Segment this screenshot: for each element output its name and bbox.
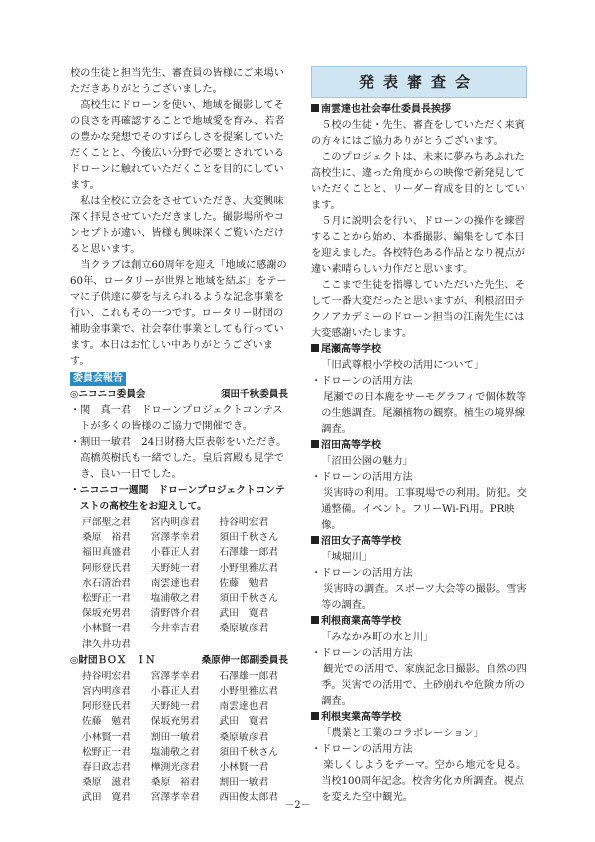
school-section [311, 710, 527, 806]
presentation-review-banner: 発表審査会 [311, 66, 527, 98]
niconico-member: 小野里雅広君 [219, 562, 279, 574]
school-name: 尾瀬高等学校 [311, 342, 527, 358]
school-usage: 観光での活用で、家族記念日撮影。自然の四季。災害での活用で、土砂崩れや危険カ所の調査。 [321, 664, 527, 707]
school-section [311, 614, 527, 710]
box-member: 石澤雄一郎君 [219, 670, 279, 682]
school-section [311, 438, 527, 534]
box-member: 佐藤 勉君 [82, 716, 131, 728]
school-name: 沼田高等学校 [311, 438, 527, 454]
box-member: 春日政志君 [82, 762, 131, 774]
school-usage: 災害時の利用。工事現場での利用。防犯。交通整備。イベント。フリーWi-Fi用。PR映像。 [321, 488, 527, 531]
intro-paragraph-1: 校の生徒と担当先生、審査員の皆様にご来場いただきありがとうございました。 [70, 68, 284, 95]
niconico-member: 津久井功君 [82, 638, 131, 650]
niconico-member: 桑原 裕君 [82, 532, 131, 544]
box-member: 武田 寛君 [82, 792, 131, 804]
square-bullet-icon [311, 616, 319, 624]
greeting-paragraph-3: ５月に説明会を行い、ドローンの操作を練習することから始め、本番撮影、編集をして本日を迎えました。各校特色ある作品となり視点が違い素晴らしい力作だと思います。 [311, 216, 525, 275]
school-name: 沼田女子高等学校 [311, 534, 527, 550]
school-section [311, 534, 527, 614]
niconico-member: 塩浦敬之君 [150, 593, 200, 605]
committee-report-label: 委員会報告 [70, 372, 126, 386]
niconico-item-1: ・関 真一君 ドローンプロジェクトコンテストが多くの皆様のご協力で開催でき。 [70, 405, 283, 432]
box-member: 阿形登氏君 [82, 701, 131, 713]
school-usage: 尾瀬での日本鹿をサーモグラフィで個体数等の生態調査。尾瀬植物の観察。植生の境界線調査。 [321, 392, 527, 435]
greeting-heading: 南雲達也社会奉仕委員長挨拶 [311, 102, 527, 118]
box-member: 宮澤孝幸君 [150, 792, 200, 804]
box-member: 樺渕光彦君 [150, 762, 200, 774]
greeting-paragraph-2: このプロジェクトは、未来に夢みちあふれた高校生に、違った角度からの映像で新発見していただくことと、リーダー育成を目的としています。 [311, 152, 525, 211]
niconico-member: 福田真盛君 [82, 547, 131, 559]
school-usage: 災害時の調査。スポーツ大会等の撮影。雪害等の調査。 [321, 584, 527, 611]
greeting-paragraph-4: ここまで生徒を指導していただいた先生、そして一番大変だったと思いますが、利根沼田テクノアカデミーのドローン担当の江南先生には大変感謝いたします。 [311, 280, 525, 339]
niconico-member: 持谷明宏君 [219, 517, 269, 528]
box-chair: 桑原伸一郎副委員長 [201, 654, 288, 666]
intro-paragraph-3: 私は全校に立会をさせていただき、大変興味深く拝見させていただきました。撮影場所やコンセプトが違い、皆様も興味深くご覧いただけると思います。 [70, 196, 284, 255]
drone-usage-label: ・ドローンの活用方法 [311, 568, 413, 579]
niconico-heading [70, 387, 288, 403]
box-member: 桑原敏彦君 [219, 731, 269, 743]
square-bullet-icon [311, 712, 319, 720]
box-member: 南雲達也君 [219, 701, 269, 713]
niconico-member-list [70, 515, 288, 652]
niconico-member: 小暮正人君 [150, 547, 200, 559]
box-member: 割田一敏君 [219, 777, 269, 789]
niconico-member: 清野啓介君 [150, 608, 200, 620]
niconico-member: 松野正一君 [82, 593, 131, 605]
box-member: 宮澤孝幸君 [150, 670, 200, 682]
school-list [311, 342, 527, 806]
square-bullet-icon [311, 344, 319, 352]
page-number: －2－ [284, 800, 311, 811]
box-member: 保坂充男君 [150, 716, 200, 728]
box-member: 宮内明彦君 [82, 686, 131, 698]
box-member-list [70, 669, 288, 806]
niconico-item-2: ・割田一敏君 24日財務大臣表彰をいただき。高橋英樹氏も一緒でした。皇后宮殿も見学でき、良い一日でした。 [70, 437, 287, 480]
niconico-member: 天野純一君 [150, 562, 200, 574]
niconico-member: 佐藤 勉君 [219, 577, 269, 589]
niconico-member: 戸部聖之君 [82, 517, 131, 528]
niconico-week-title: ・ニコニコ一週間 ドローンプロジェクトコンテストの高校生をお迎えして。 [70, 485, 285, 512]
square-bullet-icon [311, 440, 319, 448]
box-member: 小林賢一君 [219, 762, 269, 774]
box-member: 松野正一君 [82, 746, 131, 758]
niconico-member: 阿形登氏君 [82, 562, 131, 574]
niconico-member: 宮澤孝幸君 [150, 532, 200, 544]
intro-paragraph-2: 高校生にドローンを使い、地域を撮影してその良さを再確認することで地域愛を育み、若者の豊かな発想でそのすばらしさを提案していただくことと、今後広い分野で必要とされているドローンに触れていただくことを目的にしています。 [70, 100, 285, 191]
niconico-member: 石澤雄一郎君 [219, 547, 279, 559]
box-member: 西田俊太郎君 [219, 792, 279, 804]
school-theme: 「旧武尊根小学校の活用について」 [321, 360, 484, 371]
square-bullet-icon [311, 104, 319, 112]
box-member: 天野純一君 [150, 701, 200, 713]
school-name: 利根実業高等学校 [311, 710, 527, 726]
left-column [70, 66, 288, 806]
greeting-paragraph-1: ５校の生徒・先生、審査をしていただく来賓の方々にはご協力ありがとうございます。 [311, 120, 525, 147]
school-theme: 「農業と工業のコラボレーション」 [321, 728, 484, 739]
box-member: 小林賢一君 [82, 731, 131, 743]
drone-usage-label: ・ドローンの活用方法 [311, 472, 413, 483]
box-member: 塩浦敬之君 [150, 746, 200, 758]
drone-usage-label: ・ドローンの活用方法 [311, 648, 413, 659]
school-section [311, 342, 527, 438]
drone-usage-label: ・ドローンの活用方法 [311, 744, 413, 755]
box-member: 持谷明宏君 [82, 670, 131, 682]
niconico-member: 水石清治君 [82, 577, 131, 589]
niconico-member: 武田 寛君 [219, 608, 269, 620]
school-theme: 「みなかみ町の水と川」 [321, 632, 434, 643]
box-member: 割田一敏君 [150, 731, 200, 743]
square-bullet-icon [311, 536, 319, 544]
intro-paragraph-4: 当クラブは創立60周年を迎え「地域に感謝の60年、ロータリーが世界と地域を結ぶ」をテーマに子供達に夢を与えられるような記念事業を行い、これもその一つです。ロータリー財団の補助金事業で、社会奉仕事業としても行っています。本日はお忙しい中ありがとうございます。 [70, 260, 287, 367]
box-member: 武田 寛君 [219, 716, 269, 728]
niconico-committee-name: ◎ニコニコ委員会 [70, 389, 146, 400]
box-member: 桑原 滋君 [82, 777, 131, 789]
niconico-member: 宮内明彦君 [150, 517, 200, 528]
school-theme: 「沼田公園の魅力」 [321, 456, 413, 467]
niconico-member: 小林賢一君 [82, 623, 131, 635]
niconico-member: 保坂充男君 [82, 608, 131, 620]
box-member: 小野里雅広君 [219, 686, 279, 698]
right-column [311, 66, 527, 806]
box-member: 桑原 裕君 [150, 777, 200, 789]
box-heading [70, 653, 288, 669]
box-member: 小暮正人君 [150, 686, 200, 698]
school-usage: 楽しくしようをテーマ。空から地元を見る。当校100周年記念。校舎劣化カ所調査。視点を変えた空中観光。 [321, 760, 527, 803]
box-member: 須田千秋さん [219, 746, 279, 758]
niconico-member: 今井幸吉君 [150, 623, 200, 635]
school-theme: 「城堀川」 [321, 552, 373, 563]
niconico-member: 桑原敏彦君 [219, 623, 269, 635]
drone-usage-label: ・ドローンの活用方法 [311, 376, 413, 387]
niconico-member: 須田千秋さん [219, 532, 279, 544]
niconico-member: 南雲達也君 [150, 577, 200, 589]
box-committee-name: ◎財団ＢＯＸ ＩＮ [70, 654, 156, 666]
school-name: 利根商業高等学校 [311, 614, 527, 630]
niconico-member: 須田千秋さん [219, 593, 279, 605]
niconico-chair: 須田千秋委員長 [220, 389, 288, 400]
